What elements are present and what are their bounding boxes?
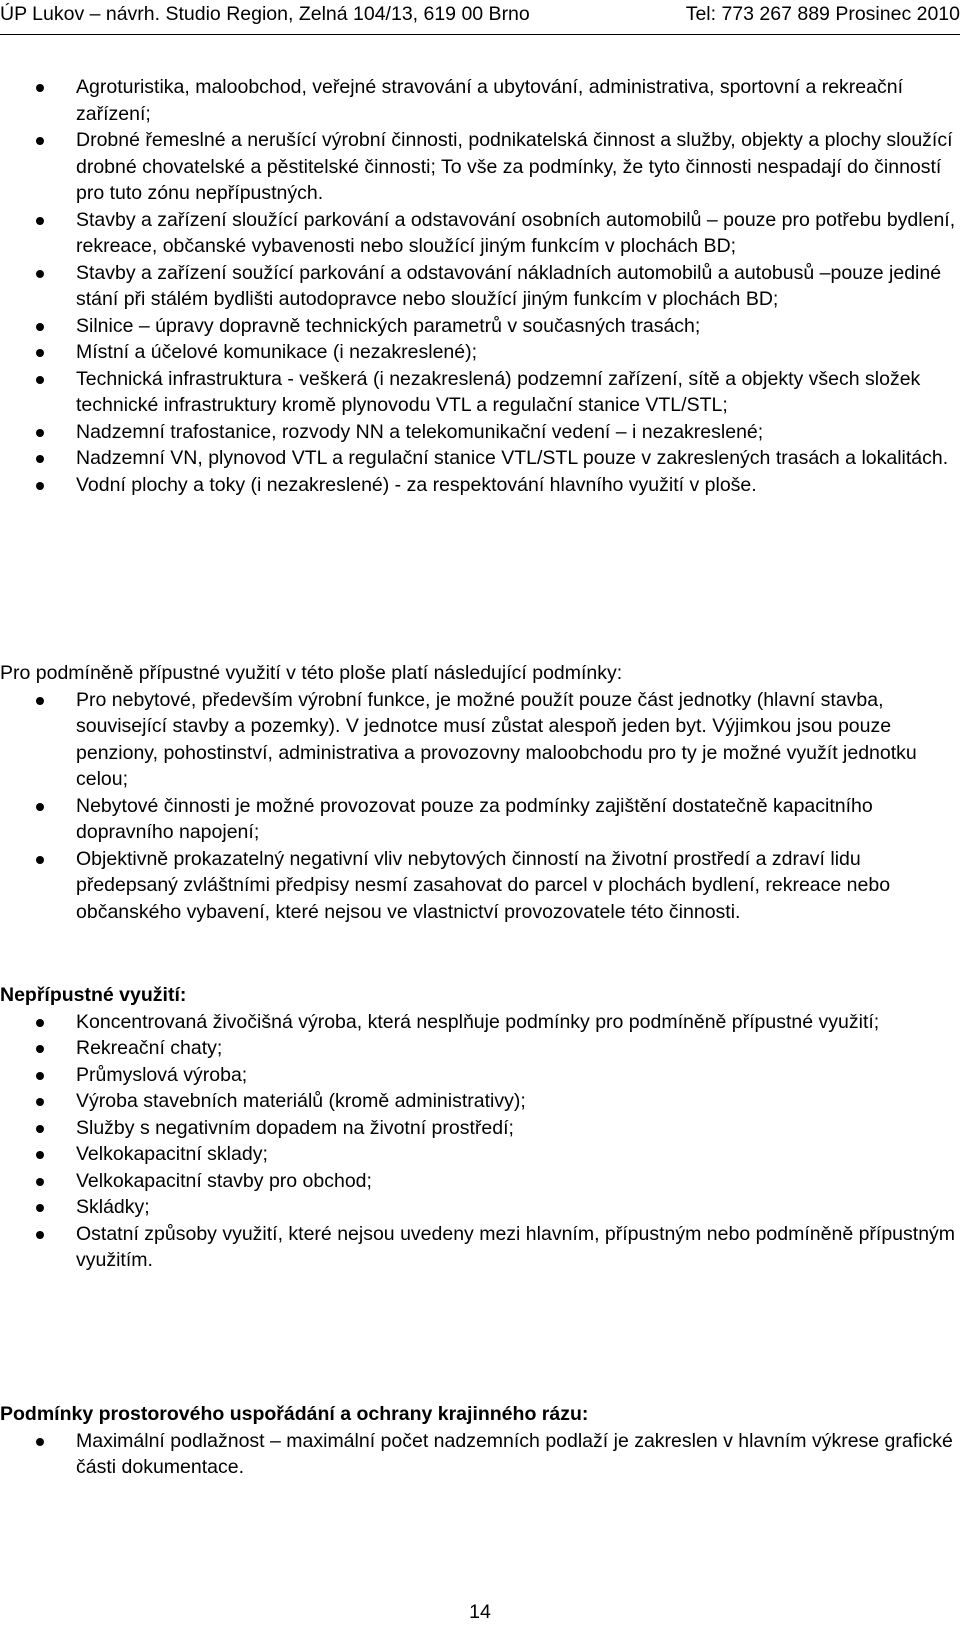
list-item-text: Stavby a zařízení soužící parkování a odstavování nákladních automobilů a autobusů –pouze jediné stání při stálém bydlišti autodopravce nebo sloužící jiným funkcím v plochách BD; <box>76 261 942 310</box>
list-item <box>0 207 960 260</box>
list-item-text: Nadzemní VN, plynovod VTL a regulační stanice VTL/STL pouze v zakreslených trasách a lokalitách. <box>76 447 949 469</box>
list-item-text: Silnice – úpravy dopravně technických parametrů v současných trasách; <box>76 314 701 337</box>
bullet-icon <box>36 429 44 437</box>
bullet-icon <box>36 349 44 357</box>
list-item <box>0 687 960 793</box>
list-item <box>0 313 960 340</box>
bullet-icon <box>36 1072 44 1080</box>
permitted-uses-section <box>0 74 960 498</box>
conditional-uses-section <box>0 660 960 925</box>
list-item-text: Vodní plochy a toky (i nezakreslené) - za respektování hlavního využití v ploše. <box>76 473 757 496</box>
list-item <box>0 1062 960 1089</box>
bullet-icon <box>36 137 44 145</box>
bullet-icon <box>36 455 44 463</box>
conditional-uses-list <box>0 687 960 926</box>
header-left-text: ÚP Lukov – návrh. Studio Region, Zelná 104/13, 619 00 Brno <box>0 3 530 25</box>
conditional-intro: Pro podmíněně přípustné využití v této ploše platí následující podmínky: <box>0 662 623 684</box>
page-header <box>0 0 960 35</box>
bullet-icon <box>36 217 44 225</box>
bullet-icon <box>36 697 44 705</box>
list-item <box>0 1428 960 1481</box>
list-item <box>0 1088 960 1115</box>
list-item-text: Služby s negativním dopadem na životní prostředí; <box>76 1116 514 1139</box>
list-item-text: Výroba stavebních materiálů (kromě administrativy); <box>76 1090 526 1112</box>
spatial-conditions-list <box>0 1428 960 1481</box>
list-item <box>0 1221 960 1274</box>
bullet-icon <box>36 1019 44 1027</box>
list-item-text: Drobné řemeslné a nerušící výrobní činnosti, podnikatelská činnost a služby, objekty a plochy sloužící drobné chovatelské a pěstitelské činnosti; To vše za podmínky, že tyto činnosti nespadají do činností pro tuto zónu nepřípustných. <box>76 129 953 204</box>
list-item-text: Maximální podlažnost – maximální počet nadzemních podlaží je zakreslen v hlavním výkrese grafické části dokumentace. <box>76 1429 953 1478</box>
list-item-text: Průmyslová výroba; <box>76 1063 248 1086</box>
bullet-icon <box>36 803 44 811</box>
list-item-text: Pro nebytové, především výrobní funkce, je možné použít pouze část jednotky (hlavní stavba, související stavby a pozemky). V jednotce musí zůstat alespoň jeden byt. Výjimkou jsou pouze penziony, pohostinství, administrativa a provozovny maloobchodu pro ty je možné využít jednotku celou; <box>76 688 917 790</box>
inadmissible-uses-list <box>0 1009 960 1274</box>
bullet-icon <box>36 84 44 92</box>
bullet-icon <box>36 856 44 864</box>
list-item-text: Velkokapacitní stavby pro obchod; <box>76 1169 372 1192</box>
list-item <box>0 1141 960 1168</box>
bullet-icon <box>36 1438 44 1446</box>
list-item-text: Objektivně prokazatelný negativní vliv nebytových činností na životní prostředí a zdraví lidu předepsaný zvláštními předpisy nesmí zasahovat do parcel v plochách bydlení, rekreace nebo občanského vybavení, které nejsou ve vlastnictví provozovatele této činnosti. <box>76 847 891 923</box>
list-item <box>0 1115 960 1142</box>
list-item <box>0 260 960 313</box>
list-item-text: Nebytové činnosti je možné provozovat pouze za podmínky zajištění dostatečně kapacitního dopravního napojení; <box>76 794 873 843</box>
list-item <box>0 1168 960 1195</box>
list-item <box>0 74 960 127</box>
list-item-text: Ostatní způsoby využití, které nejsou uvedeny mezi hlavním, přípustným nebo podmíněně přípustným využitím. <box>76 1222 956 1271</box>
list-item <box>0 339 960 366</box>
list-item-text: Technická infrastruktura - veškerá (i nezakreslená) podzemní zařízení, sítě a objekty všech složek technické infrastruktury kromě plynovodu VTL a regulační stanice VTL/STL; <box>76 367 921 416</box>
list-item <box>0 366 960 419</box>
header-right-text: Tel: 773 267 889 Prosinec 2010 <box>685 3 960 25</box>
list-item <box>0 1009 960 1036</box>
permitted-uses-list <box>0 74 960 498</box>
bullet-icon <box>36 1125 44 1133</box>
inadmissible-heading: Nepřípustné využití: <box>0 984 187 1006</box>
list-item-text: Agroturistika, maloobchod, veřejné stravování a ubytování, administrativa, sportovní a rekreační zařízení; <box>76 76 903 125</box>
bullet-icon <box>36 1151 44 1159</box>
bullet-icon <box>36 1204 44 1212</box>
bullet-icon <box>36 1231 44 1239</box>
list-item <box>0 846 960 926</box>
list-item-text: Nadzemní trafostanice, rozvody NN a telekomunikační vedení – i nezakreslené; <box>76 420 764 443</box>
spatial-heading: Podmínky prostorového uspořádání a ochrany krajinného rázu: <box>0 1403 589 1425</box>
list-item <box>0 1035 960 1062</box>
bullet-icon <box>36 482 44 490</box>
inadmissible-uses-section <box>0 982 960 1274</box>
bullet-icon <box>36 270 44 278</box>
list-item <box>0 472 960 499</box>
list-item <box>0 1194 960 1221</box>
spatial-conditions-section <box>0 1401 960 1481</box>
list-item-text: Koncentrovaná živočišná výroba, která nesplňuje podmínky pro podmíněně přípustné využití; <box>76 1010 880 1033</box>
bullet-icon <box>36 1045 44 1053</box>
list-item <box>0 793 960 846</box>
list-item-text: Velkokapacitní sklady; <box>76 1143 268 1165</box>
bullet-icon <box>36 323 44 331</box>
bullet-icon <box>36 1178 44 1186</box>
list-item-text: Stavby a zařízení sloužící parkování a odstavování osobních automobilů – pouze pro potřebu bydlení, rekreace, občanské vybavenosti nebo sloužící jiným funkcím v plochách BD; <box>76 208 956 257</box>
list-item-text: Místní a účelové komunikace (i nezakreslené); <box>76 341 478 363</box>
list-item <box>0 445 960 472</box>
list-item <box>0 419 960 446</box>
list-item <box>0 127 960 207</box>
bullet-icon <box>36 376 44 384</box>
page-number: 14 <box>469 1601 491 1623</box>
list-item-text: Rekreační chaty; <box>76 1037 223 1059</box>
bullet-icon <box>36 1098 44 1106</box>
list-item-text: Skládky; <box>76 1196 150 1218</box>
